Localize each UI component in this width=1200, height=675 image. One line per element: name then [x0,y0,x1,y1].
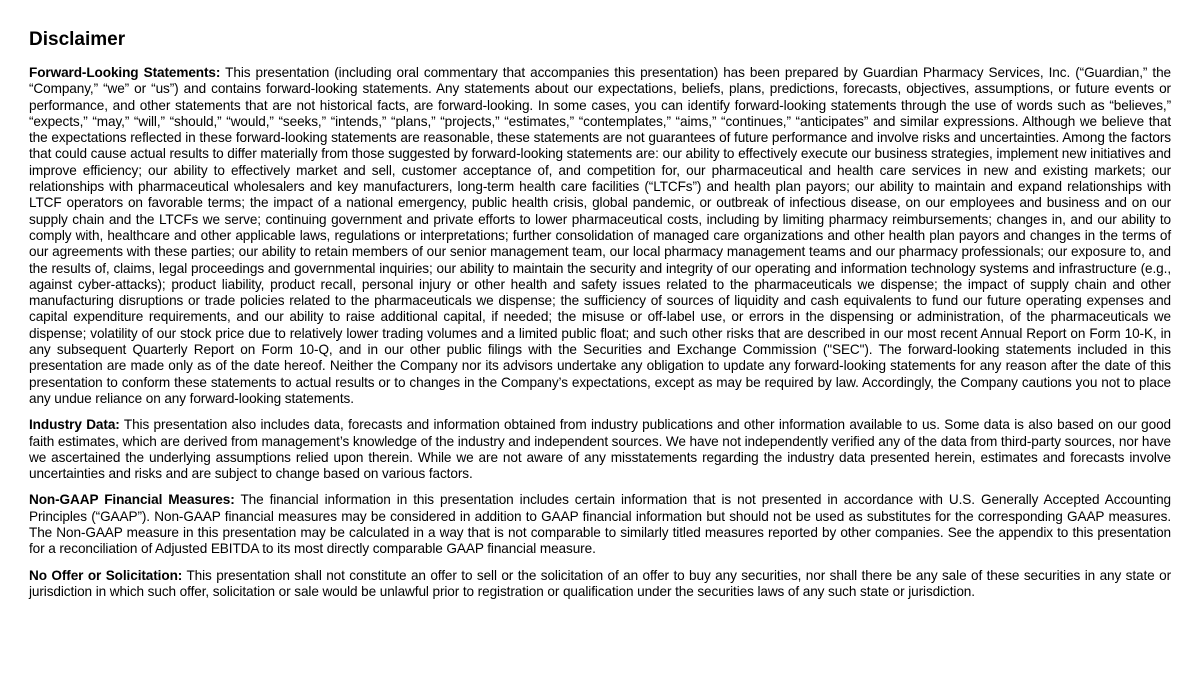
forward-looking-statements-paragraph [29,65,1171,407]
section-heading: No Offer or Solicitation: [29,567,183,583]
page-title: Disclaimer [29,29,126,50]
section-heading: Non-GAAP Financial Measures: [29,492,235,508]
section-text: This presentation shall not constitute an offer to sell or the solicitation of an offer to buy any securities, nor shall there be any sale of these securities in any state or jurisdiction in which such offer, solicitation or sale would be unlawful prior to registration or qualification under the securities laws of any such state or jurisdiction. [29,567,1171,599]
section-heading: Forward-Looking Statements: [29,65,221,80]
no-offer-paragraph [29,568,1171,601]
section-text: This presentation also includes data, forecasts and information obtained from industry publications and other information available to us. Some data is also based on our good faith estimates, which are derived from management’s knowledge of the industry and independent sources. We have not independently verified any of the data from third-party sources, nor have we ascertained the underlying assumptions relied upon therein. While we are not aware of any misstatements regarding the industry data presented herein, estimates and forecasts involve uncertainties and risks and are subject to change based on various factors. [29,417,1172,482]
disclaimer-slide [29,27,1171,610]
section-text: This presentation (including oral commentary that accompanies this presentation) has been prepared by Guardian Pharmacy Services, Inc. (“Guardian,” the “Company,” “we” or “us”) and contains forward-looking statements. Any statements about our expectations, beliefs, plans, predictions, forecasts, objectives, assumptions, or future events or performance, and other statements that are not historical facts, are forward-looking. In some cases, you can identify forward-looking statements through the use of words such as “believes,” “expects,” “may,” “will,” “should,” “would,” “seeks,” “intends,” “plans,” “projects,” “estimates,” “contemplates,” “aims,” “continues,” “anticipates” and similar expressions. Although we believe that the expectations reflected in these forward-looking statements are reasonable, these statements are not guarantees of future performance and involve risks and uncertainties. Among the factors that could cause actual results to differ materially from those suggested by forward-looking statements are: our ability to effectively execute our business strategies, implement new initiatives and improve efficiency; our ability to effectively market and sell, customer acceptance of, and competition for, our pharmaceutical and health care services in new and existing markets; our relationships with pharmaceutical wholesalers and key manufacturers, long-term health care facilities (“LTCFs”) and health plan payors; our ability to maintain and expand relationships with LTCF operators on favorable terms; the impact of a national emergency, public health crisis, global pandemic, or outbreak of infectious disease, on our employees and business and on our supply chain and the LTCFs we serve; continuing government and private efforts to lower pharmaceutical costs, including by limiting pharmacy reimbursements; changes in, and our ability to comply with, healthcare and other applicable laws, regulations or interpretations; further consolidation of managed care organizations and other health plan payors and changes in the terms of our agreements with these parties; our ability to retain members of our senior management team, our local pharmacy management teams and our pharmacy professionals; our exposure to, and the results of, claims, legal proceedings and governmental inquiries; our ability to maintain the security and integrity of our operating and information technology systems and infrastructure (e.g., against cyber-attacks); product liability, product recall, personal injury or other health and safety issues related to the pharmaceuticals we dispense; the impact of supply chain and other manufacturing disruptions or trade policies related to the pharmaceuticals we dispense; the sufficiency of sources of liquidity and cash equivalents to fund our future operating expenses and capital expenditure requirements, and our ability to raise additional capital, if needed; the misuse or off-label use, or errors in the dispensing or administration, of the pharmaceuticals we dispense; volatility of our stock price due to relatively lower trading volumes and a limited public float; and such other risks that are described in our most recent Annual Report on Form 10-K, in any subsequent Quarterly Report on Form 10-Q, and in our other public filings with the Securities and Exchange Commission ("SEC"). The forward-looking statements included in this presentation are made only as of the date hereof. Neither the Company nor its advisors undertake any obligation to update any forward-looking statements for any reason after the date of this presentation to conform these statements to actual results or to changes in the Company’s expectations, except as may be required by law. Accordingly, the Company cautions you not to place any undue reliance on any forward-looking statements. [29,65,1172,406]
section-heading: Industry Data: [29,417,120,433]
section-text: The financial information in this presentation includes certain information that is not presented in accordance with U.S. Generally Accepted Accounting Principles (“GAAP”). Non-GAAP financial measures may be considered in addition to GAAP financial information but should not be used as substitutes for the corresponding GAAP measures. The Non-GAAP measure in this presentation may be calculated in a way that is not comparable to similarly titled measures reported by other companies. See the appendix to this presentation for a reconciliation of Adjusted EBITDA to its most directly comparable GAAP financial measure. [29,492,1171,557]
industry-data-paragraph [29,417,1171,482]
non-gaap-measures-paragraph [29,492,1171,557]
